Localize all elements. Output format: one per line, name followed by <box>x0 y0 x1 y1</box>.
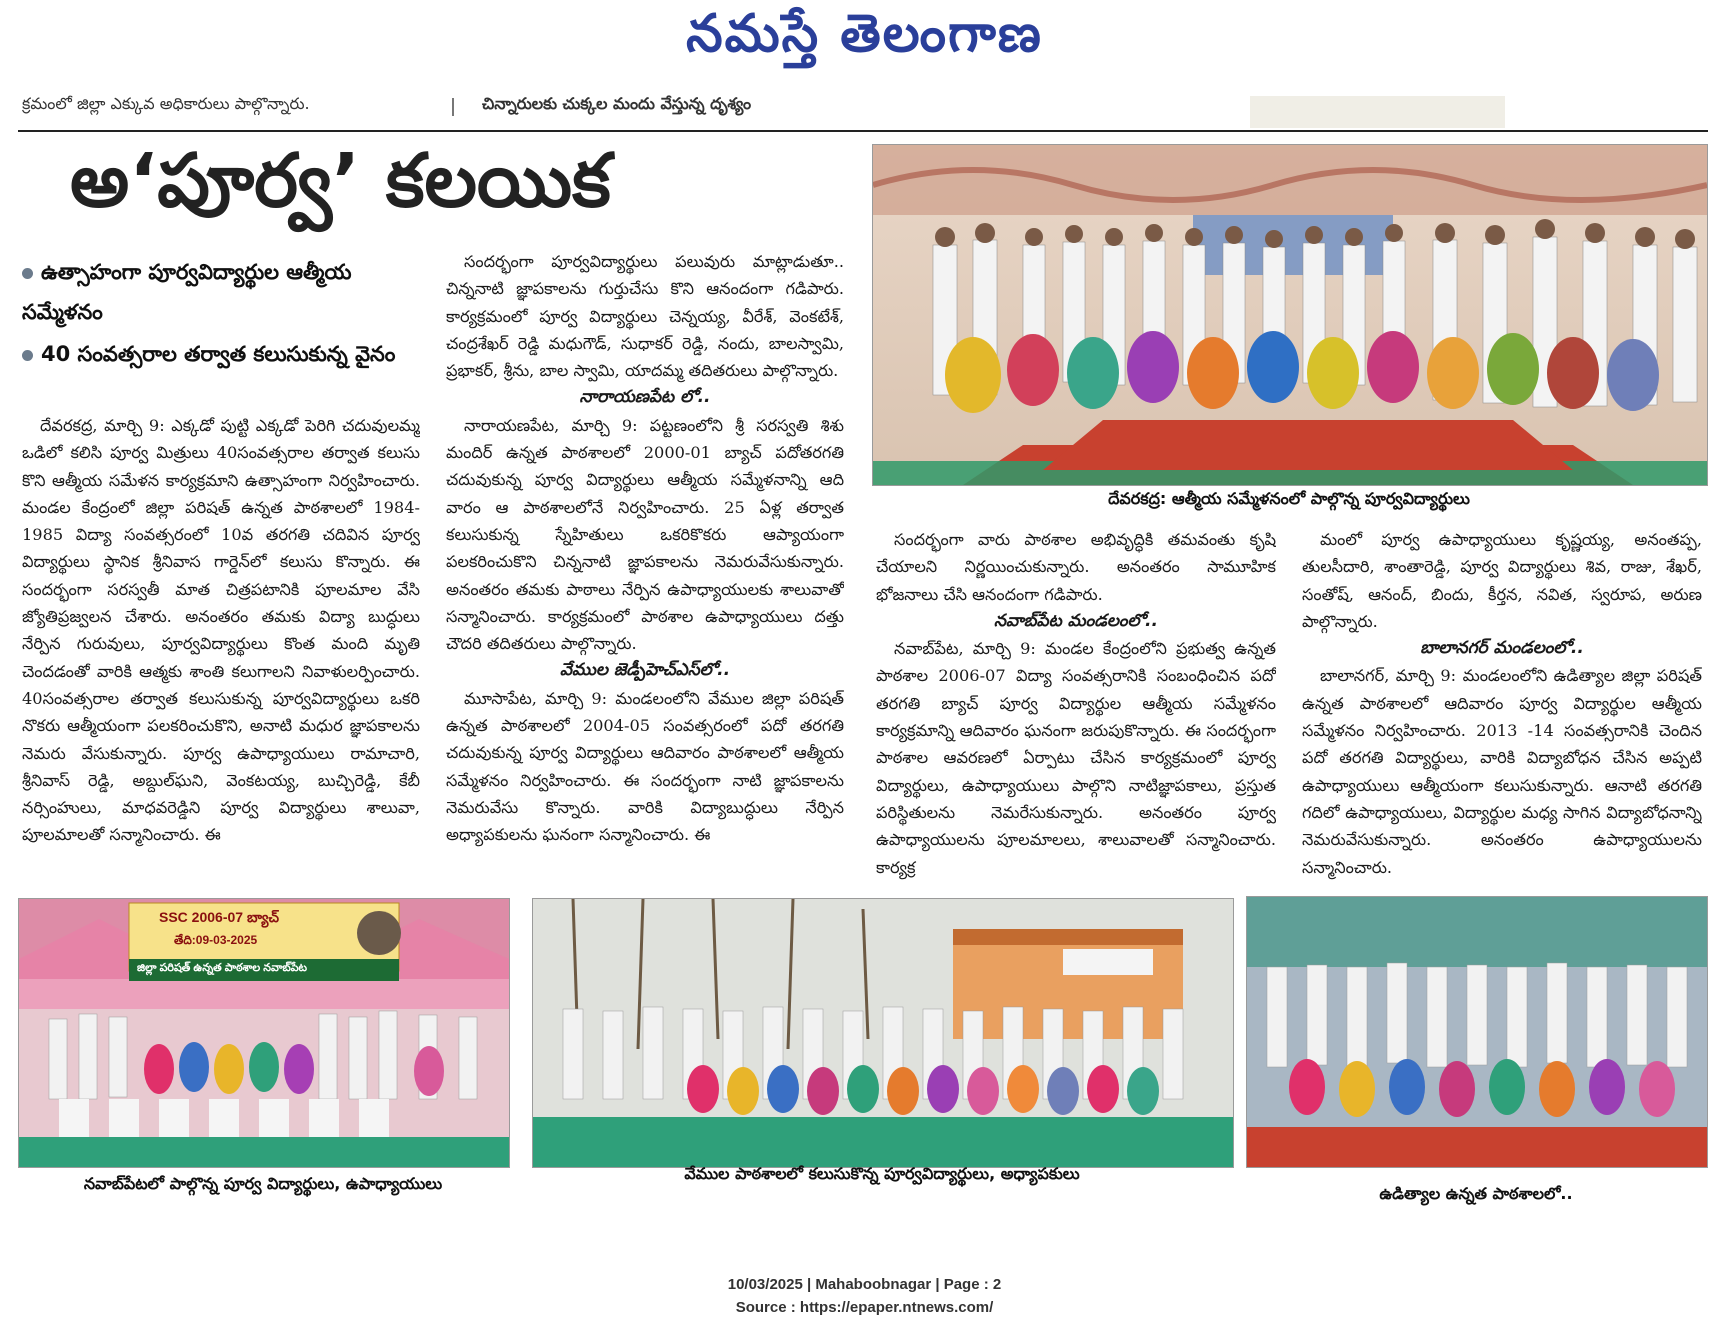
paragraph: నారాయణపేట, మార్చి 9: పట్టణంలోని శ్రీ సరస్వతి శిశు మందిర్ ఉన్నత పాఠశాలలో 2000-01 బ్యాచ్ పదోతరగతి చదువుకున్న పూర్వ విద్యార్థులు ఆత్మీయ సమ్మేళనాన్ని ఆది వారం ఆ పాఠశాలలోనే నిర్వహించారు. 25 ఏళ్ల తర్వాత కలుసుకున్న స్నేహితులు ఒకరికొకరు ఆప్యాయంగా పలకరించుకొని చిన్ననాటి జ్ఞాపకాలను నెమరువేసుకున్నారు. అనంతరం తమకు పాఠాలు నేర్పిన ఉపాధ్యాయులకు శాలువాతో సన్మానించారు. కార్యక్రమంలో పాఠశాల ఉపాధ్యాయులు దత్తు చౌదరి తదితరులు పాల్గొన్నారు. <box>446 415 844 654</box>
summary-bullets <box>22 252 422 374</box>
banner-date: తేది:09-03-2025 <box>174 933 258 947</box>
group-photo-illustration <box>19 899 509 1167</box>
main-photo-caption: దేవరకద్ర: ఆత్మీయ సమ్మేళనంలో పాల్గొన్న పూర్వవిద్యార్థులు <box>1108 489 1470 508</box>
banner-school: జిల్లా పరిషత్ ఉన్నత పాఠశాల నవాబ్‌పేట <box>137 962 308 974</box>
paragraph: మంలో పూర్వ ఉపాధ్యాయులు కృష్ణయ్య, అనంతప్ప, తులసీదారి, శాంతారెడ్డి, పూర్వ విద్యార్థులు శివ, రాజు, శేఖర్, సంతోష్, ఆనంద్, బిందు, కీర్తన, నవిత, స్వరూప, అరుణ పాల్గొన్నారు. <box>1302 530 1702 631</box>
paragraph: సందర్భంగా వారు పాఠశాల అభివృద్ధికి తమవంతు కృషి చేయాలని నిర్ణయించుకున్నారు. అనంతరం సామూహిక భోజనాలు చేసి ఆనందంగా గడిపారు. <box>876 530 1276 604</box>
bullet-dot-icon <box>22 268 33 279</box>
paragraph: సందర్భంగా పూర్వవిద్యార్థులు పలువురు మాట్లాడుతూ.. చిన్ననాటి జ్ఞాపకాలను గుర్తుచేసు కొని ఆనందంగా గడిపారు. కార్యక్రమంలో పూర్వ విద్యార్థులు చెన్నయ్య, వీరేశ్, వెంకటేశ్, చంద్రశేఖర్ రెడ్డి మధుగౌడ్, సుధాకర్ రెడ్డి, నందు, బాలస్వామి, ప్రభాకర్, శ్రీను, బాల స్వామి, యాదమ్మ తదితరులు పాల్గొన్నారు. <box>446 252 844 381</box>
prev-photo-caption: చిన్నారులకు చుక్కల మందు వేస్తున్న దృశ్యం <box>482 94 752 113</box>
subheading-nawabpet: నవాబ్‌పేట మండలంలో.. <box>994 610 1158 631</box>
main-group-photo <box>872 144 1708 486</box>
vemula-photo-caption: వేముల పాఠశాలలో కలుసుకొన్న పూర్వవిద్యార్థులు, అధ్యాపకులు <box>684 1164 1080 1183</box>
article-headline: అ‘పూర్వ’ కలయిక <box>70 138 611 224</box>
bullet-2: 40 సంవత్సరాల తర్వాత కలుసుకున్న వైనం <box>22 334 422 374</box>
udityala-photo-caption: ఉడిత్యాల ఉన్నత పాఠశాలలో.. <box>1379 1184 1573 1203</box>
prev-article-tail: క్రమంలో జిల్లా ఎక్కువ అధికారులు పాల్గొన్నారు. <box>22 94 310 113</box>
prev-ad-box <box>1250 96 1505 128</box>
article-column-1 <box>22 412 420 888</box>
newspaper-masthead: నమస్తే తెలంగాణ <box>686 4 1043 64</box>
banner-title: SSC 2006-07 బ్యాచ్ <box>159 909 280 925</box>
vemula-group-photo <box>532 898 1234 1168</box>
paragraph: దేవరకద్ర, మార్చి 9: ఎక్కడో పుట్టి ఎక్కడో పెరిగి చదువులమ్మ ఒడిలో కలిసి పూర్వ మిత్రులు 40సంవత్సరాల తర్వాత కలుసు కొని ఆత్మీయ సమేళన కార్యక్రమాని ఉత్సాహంగా నిర్వహించారు. మండల కేంద్రంలో జిల్లా పరిషత్ ఉన్నత పాఠశాలలో 1984-1985 విద్యా సంవత్సరంలో 10వ తరగతి చదివిన పూర్వ విద్యార్థులు స్థానిక శ్రీనివాస గార్డెన్‌లో కలుసు కొన్నారు. ఈ సందర్భంగా సరస్వతీ మాత చిత్రపటానికి పూలమాల వేసి జ్యోతిప్రజ్వలన చేశారు. అనంతరం తమకు విద్యా బుద్ధులు నేర్పిన గురువులు, పూర్వవిద్యార్థులు కొంత మంది మృతి చెందడంతో వారికి ఆత్మకు శాంతి కలుగాలని నివాళులర్పించారు. 40సంవత్సరాల తర్వాత కలుసుకున్న పూర్వవిద్యార్థులు ఒకరి నొకరు ఆత్మీయంగా పలకరించుకొని, అనాటి మధుర జ్ఞాపకాలను నెమరు వేసుకున్నారు. పూర్వ ఉపాధ్యాయులు రామాచారి, శ్రీనివాస్ రెడ్డి, అబ్దుల్‌ఘని, వెంకటయ్య, బుచ్చిరెడ్డి, కేబీ నర్సింహులు, మాధవరెడ్డిని పూర్వ విద్యార్థులు శాలువా, పూలమాలతో సన్మానించారు. ఈ <box>22 416 420 845</box>
nawabpet-photo-caption: నవాబ్‌పేటలో పాల్గొన్న పూర్వ విద్యార్థులు, ఉపాధ్యాయులు <box>83 1174 443 1193</box>
udityala-group-photo <box>1246 896 1708 1168</box>
page-footer-date: 10/03/2025 | Mahaboobnagar | Page : 2 <box>727 1276 1002 1293</box>
paragraph: నవాబ్‌పేట, మార్చి 9: మండల కేంద్రంలోని ప్రభుత్వ ఉన్నత పాఠశాల 2006-07 విద్యా సంవత్సరానికి సంబంధించిన పదో తరగతి బ్యాచ్ పూర్వ విద్యార్థుల ఆత్మీయ సమ్మేళనం కార్యక్రమాన్ని ఆదివారం ఘనంగా జరుపుకొన్నారు. ఈ సందర్భంగా పాఠశాల ఆవరణలో ఏర్పాటు చేసిన కార్యక్రమంలో పూర్వ విద్యార్థులు, ఉపాధ్యాయులు పాల్గొని నాటిజ్ఞాపకాలు, ప్రస్తుత పరిస్థితులను నెమరేసుకున్నారు. అనంతరం పూర్వ ఉపాధ్యాయులను పూలమాలలు, శాలువాలతో సన్మానించారు. కార్యక్ర <box>876 639 1276 877</box>
article-column-4 <box>1302 526 1702 888</box>
group-photo-illustration <box>873 145 1707 485</box>
bullet-dot-icon <box>22 350 33 361</box>
subheading-vemula: వేముల జెడ్పీహెచ్ఎస్‌లో.. <box>559 660 731 681</box>
bullet-1: ఉత్సాహంగా పూర్వవిద్యార్థుల ఆత్మీయ సమ్మేళనం <box>22 260 352 324</box>
paragraph: మూసాపేట, మార్చి 9: మండలంలోని వేముల జిల్లా పరిషత్ ఉన్నత పాఠశాలలో 2004-05 సంవత్సరంలో పదో తరగతి చదువుకున్న పూర్వ విద్యార్థులు ఆదివారం పాఠశాలలో ఆత్మీయ సమ్మేళనం నిర్వహించారు. ఈ సందర్భంగా నాటి జ్ఞాపకాలను నెమరువేసు కొన్నారు. వారికి విద్యాబుద్ధులు నేర్పిన అధ్యాపకులను ఘనంగా సన్మానించారు. ఈ <box>446 688 844 845</box>
subheading-balanagar: బాలానగర్ మండలంలో.. <box>1420 638 1584 659</box>
subheading-narayanpet: నారాయణపేట లో.. <box>579 387 711 408</box>
page-footer-source: Source : https://epaper.ntnews.com/ <box>735 1299 994 1316</box>
group-photo-illustration <box>533 899 1233 1167</box>
article-column-2 <box>446 248 844 888</box>
group-photo-illustration <box>1247 897 1707 1167</box>
article-column-3 <box>876 526 1276 888</box>
nawabpet-group-photo <box>18 898 510 1168</box>
paragraph: బాలానగర్, మార్చి 9: మండలంలోని ఉడిత్యాల జిల్లా పరిషత్ ఉన్నత పాఠశాలలో ఆదివారం పూర్వ విద్యార్థుల ఆత్మీయ సమ్మేళనం నిర్వహించారు. 2013 -14 సంవత్సరానికి చెందిన పదో తరగతి విద్యార్థులు, వారికి విద్యాబోధన చేసిన అప్పటి ఉపాధ్యాయులు ఆత్మీయంగా కలుసుకున్నారు. ఆనాటి తరగతి గదిలో ఉపాధ్యాయులు, విద్యార్థుల మధ్య సాగిన విద్యాబోధనాన్ని నెమరువేసుకున్నారు. అనంతరం ఉపాధ్యాయులను సన్మానించారు. <box>1302 666 1702 877</box>
top-rule <box>18 130 1708 132</box>
column-separator <box>452 98 454 116</box>
